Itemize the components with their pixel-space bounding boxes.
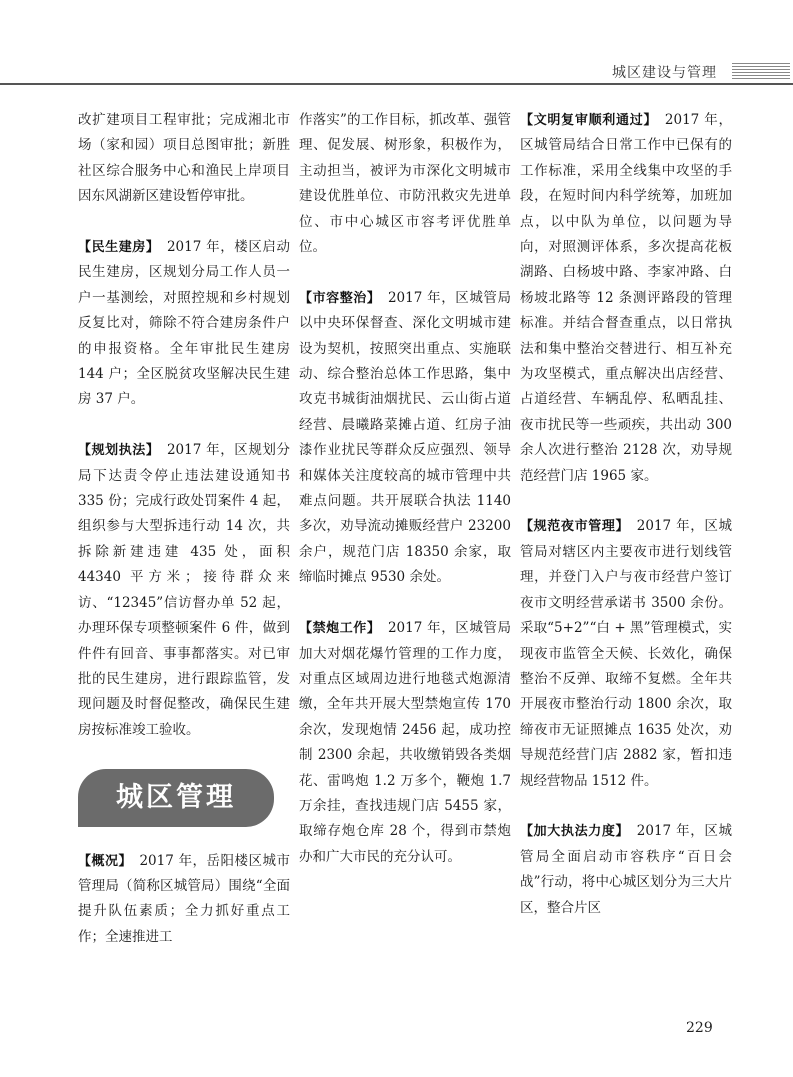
paragraph-tag: 【规范夜市管理】	[520, 519, 623, 535]
page-number: 229	[686, 1020, 713, 1036]
paragraph-minsheng-jianfang: 【民生建房】 2017 年，楼区启动民生建房，区规划分局工作人员一户一基测绘，对照控规和乡村规划反复比对，筛除不符合建房条件户的申报资格。全年审批民生建房 144 户；全区脱贫攻坚解决民生建房 37 户。	[78, 239, 290, 408]
header-decoration-lines	[732, 63, 790, 79]
paragraph-shirong-zhengzhi: 【市容整治】 2017 年，区城管局以中央环保督查、深化文明城市建设为契机，按照突出重点、实施联动、综合整治总体工作思路，集中攻克书城街油烟扰民、云山街占道经营、晨曦路菜摊占道、红房子油漆作业扰民等群众反应强烈、领导和媒体关注度较高的城市管理中共难点问题。共开展联合执法 1140 多次，劝导流动摊贩经营户 23200 余户，规范门店 18350 余家，取缔临时摊点 9530 余处。	[299, 289, 511, 586]
paragraph-wenming-fushen: 【文明复审顺利通过】 2017 年，区城管局结合日常工作中已保有的工作标准，采用全线集中攻坚的手段，在短时间内科学统筹，加班加点，以中队为单位，以问题为导向，对照测评体系，多次提高花板湖路、白杨坡中路、李家冲路、白杨坡北路等 12 条测评路段的管理标准。并结合督查重点，以日常执法和集中整治交替进行、相互补充为攻坚模式，重点解决出店经营、占道经营、车辆乱停、私晒乱挂、夜市扰民等一些顽疾，共出动 300 余人次进行整治 2128 次，劝导规范经营门店 1965 家。	[520, 112, 732, 484]
paragraph-tag: 【禁炮工作】	[299, 621, 374, 637]
paragraph-gaikuang: 【概况】 2017 年，岳阳楼区城市管理局（简称区城管局）围绕“全面提升队伍素质；全力抓好重点工作；全速推进工	[78, 852, 290, 945]
paragraph-tag: 【规划执法】	[78, 443, 153, 459]
paragraph-guihua-zhifa: 【规划执法】 2017 年，区规划分局下达责令停止违法建设通知书 335 份；完成行政处罚案件 4 起，组织参与大型拆违行动 14 次，共拆除新建违建 435 处，面积 44340 平方米；接待群众来访、“12345”信访督办单 52 起，办理环保专项整顿案件 6 件，做到件件有回音、事事都落实。对已审批的民生建房，进行跟踪监管，发现问题及时督促整改，确保民生建房按标准竣工验收。	[78, 442, 290, 738]
column-3	[520, 108, 732, 946]
section-title-banner: 城区管理	[78, 769, 274, 827]
paragraph-jiada-zhifa: 【加大执法力度】 2017 年，区城管局全面启动市容秩序“百日会战”行动，将中心城区划分为三大片区，整合片区	[520, 823, 732, 916]
column-1	[78, 108, 290, 976]
paragraph-tag: 【民生建房】	[78, 240, 153, 256]
paragraph-jinpao-gongzuo: 【禁炮工作】 2017 年，区城管局加大对烟花爆竹管理的工作力度，对重点区域周边进行地毯式炮源清缴，全年共开展大型禁炮宣传 170 余次，发现炮情 2456 起，成功控制 2300 余起，共收缴销毁各类烟花、雷鸣炮 1.2 万多个，鞭炮 1.7 万余挂，查找违规门店 5455 家，取缔存炮仓库 28 个，得到市禁炮办和广大市民的充分认可。	[299, 620, 511, 865]
paragraph-tag: 【市容整治】	[299, 290, 374, 306]
column-2	[299, 108, 511, 896]
running-header-title: 城区建设与管理	[612, 65, 717, 81]
paragraph-tag: 【文明复审顺利通过】	[520, 113, 651, 128]
paragraph-tag: 【加大执法力度】	[520, 824, 623, 840]
header-rule	[0, 83, 793, 85]
paragraph-guifan-yeshi: 【规范夜市管理】 2017 年，区城管局对辖区内主要夜市进行划线管理，并登门入户与夜市经营户签订夜市文明经营承诺书 3500 余份。采取“5+2”“白 + 黑”管理模式，实现夜市监管全天候、长效化，确保整治不反弹、取缔不复燃。全年共开展夜市整治行动 1800 余次，取缔夜市无证照摊点 1635 处次，劝导规范经营门店 2882 家，暂扣违规经营物品 1512 件。	[520, 518, 732, 789]
paragraph-continued: 作落实”的工作目标，抓改革、强管理、促发展、树形象，积极作为，主动担当，被评为市深化文明城市建设优胜单位、市防汛救灾先进单位、市中心城区市容考评优胜单位。	[299, 112, 511, 256]
paragraph-continued: 改扩建项目工程审批；完成湘北市场（家和园）项目总图审批；新胜社区综合服务中心和渔民上岸项目因东风湖新区建设暂停审批。	[78, 112, 290, 205]
paragraph-tag: 【概况】	[78, 853, 126, 869]
